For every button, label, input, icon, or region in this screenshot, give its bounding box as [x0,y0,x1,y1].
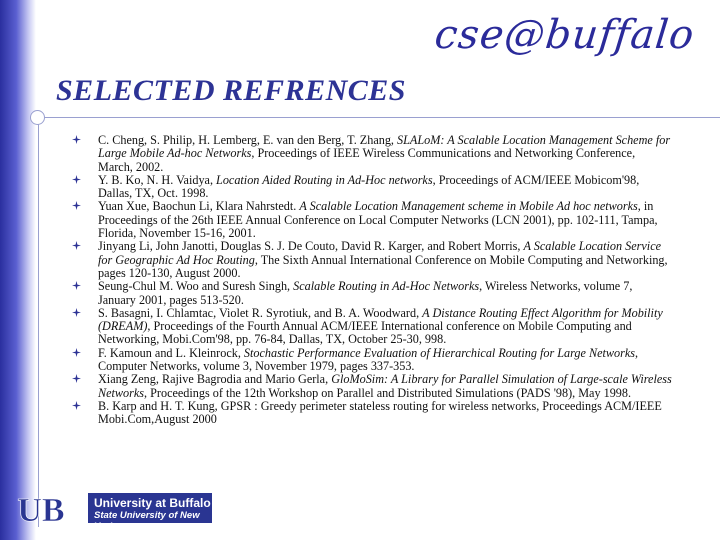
reference-authors: C. Cheng, S. Philip, H. Lemberg, E. van den Berg, T. Zhang, [98,133,398,147]
reference-authors: Y. B. Ko, N. H. Vaidya, [98,172,217,187]
reference-title: Stochastic Performance Evaluation of Hierarchical Routing for Large Networks [243,345,636,360]
reference-item [72,240,672,280]
reference-source: , Proceedings of the 12th Workshop on Parallel and Distributed Simulations (PADS '98), May 1998. [144,385,632,400]
left-gradient-bar [0,0,36,540]
fleur-bullet-icon [72,348,81,357]
reference-authors: Xiang Zeng, Rajive Bagrodia and Mario Gerla, [98,372,332,387]
reference-title: GloMoSim: A Library for Parallel Simulation of Large-scale Wireless Networks [98,372,672,400]
reference-authors: F. Kamoun and L. Kleinrock, [98,345,244,360]
fleur-bullet-icon [72,401,81,410]
reference-authors: Jinyang Li, John Janotti, Douglas S. J. De Couto, David R. Karger, and Robert Morris, [98,239,524,254]
ub-logo-text: UB [17,492,65,526]
reference-authors: S. Basagni, I. Chlamtac, Violet R. Syrotiuk, and B. A. Woodward, [98,305,423,320]
reference-authors: B. Karp and H. T. Kung, GPSR : Greedy perimeter stateless routing for wireless networks, Proceedings ACM/IEEE Mobi.Com,August 2000 [98,398,662,427]
reference-authors: Seung-Chul M. Woo and Suresh Singh, [98,279,294,294]
fleur-bullet-icon [72,241,81,250]
reference-item [72,307,672,347]
reference-title: Scalable Routing in Ad-Hoc Networks [293,279,480,294]
fleur-bullet-icon [72,201,81,210]
reference-item [72,134,672,174]
reference-title: A Distance Routing Effect Algorithm for Mobility (DREAM) [98,305,663,334]
reference-source: , Proceedings of the Fourth Annual ACM/IEEE International conference on Mobile Computing and Networking, Mobi.Com'98, pp. 76-84, Dallas, TX, October 25-30, 998. [98,319,632,347]
reference-source: , in Proceedings of the 26th IEEE Annual Conference on Local Computer Networks (LCN 2001), pp. 102-111, Tampa, Florida, November 15-16, 2001. [98,199,658,241]
reference-title: A Scalable Location Service for Geographic Ad Hoc Routing [98,239,662,267]
reference-title: A Scalable Location Management scheme in Mobile Ad hoc networks [299,199,638,214]
reference-item [72,200,672,240]
reference-item [72,400,672,427]
title-divider-horizontal [38,117,720,118]
fleur-bullet-icon [72,374,81,383]
reference-item [72,373,672,400]
reference-title: SLALoM: A Scalable Location Management Scheme for Large Mobile Ad-hoc Networks [98,133,671,161]
reference-source: , Computer Networks, volume 3, November 1979, pages 337-353. [98,345,639,374]
reference-title: Location Aided Routing in Ad-Hoc networks [216,172,433,187]
reference-authors: Yuan Xue, Baochun Li, Klara Nahrstedt. [98,199,300,214]
reference-item [72,174,672,201]
reference-item [72,280,672,307]
reference-list [72,134,672,427]
fleur-bullet-icon [72,135,81,144]
slide-title: SELECTED REFRENCES [56,74,406,107]
reference-source: , Proceedings of ACM/IEEE Mobicom'98, Dallas, TX, Oct. 1998. [98,172,640,201]
reference-source: , Wireless Networks, volume 7, January 2001, pages 513-520. [98,279,633,307]
reference-source: , The Sixth Annual International Conference on Mobile Computing and Networking, pages 120-130, August 2000. [98,252,668,280]
reference-item [72,347,672,374]
ub-logo-icon [6,490,76,526]
fleur-bullet-icon [72,175,81,184]
university-badge [88,493,212,532]
fleur-bullet-icon [72,281,81,290]
university-name: University at Buffalo [94,496,211,510]
fleur-bullet-icon [72,308,81,317]
cse-buffalo-logo: cse@buffalo [432,12,697,58]
title-divider-vertical [38,117,39,527]
university-system: State University of New York [94,510,200,532]
reference-source: , Proceedings of IEEE Wireless Communications and Networking Conference, March, 2002. [98,146,636,174]
divider-circle-ornament [30,110,45,125]
